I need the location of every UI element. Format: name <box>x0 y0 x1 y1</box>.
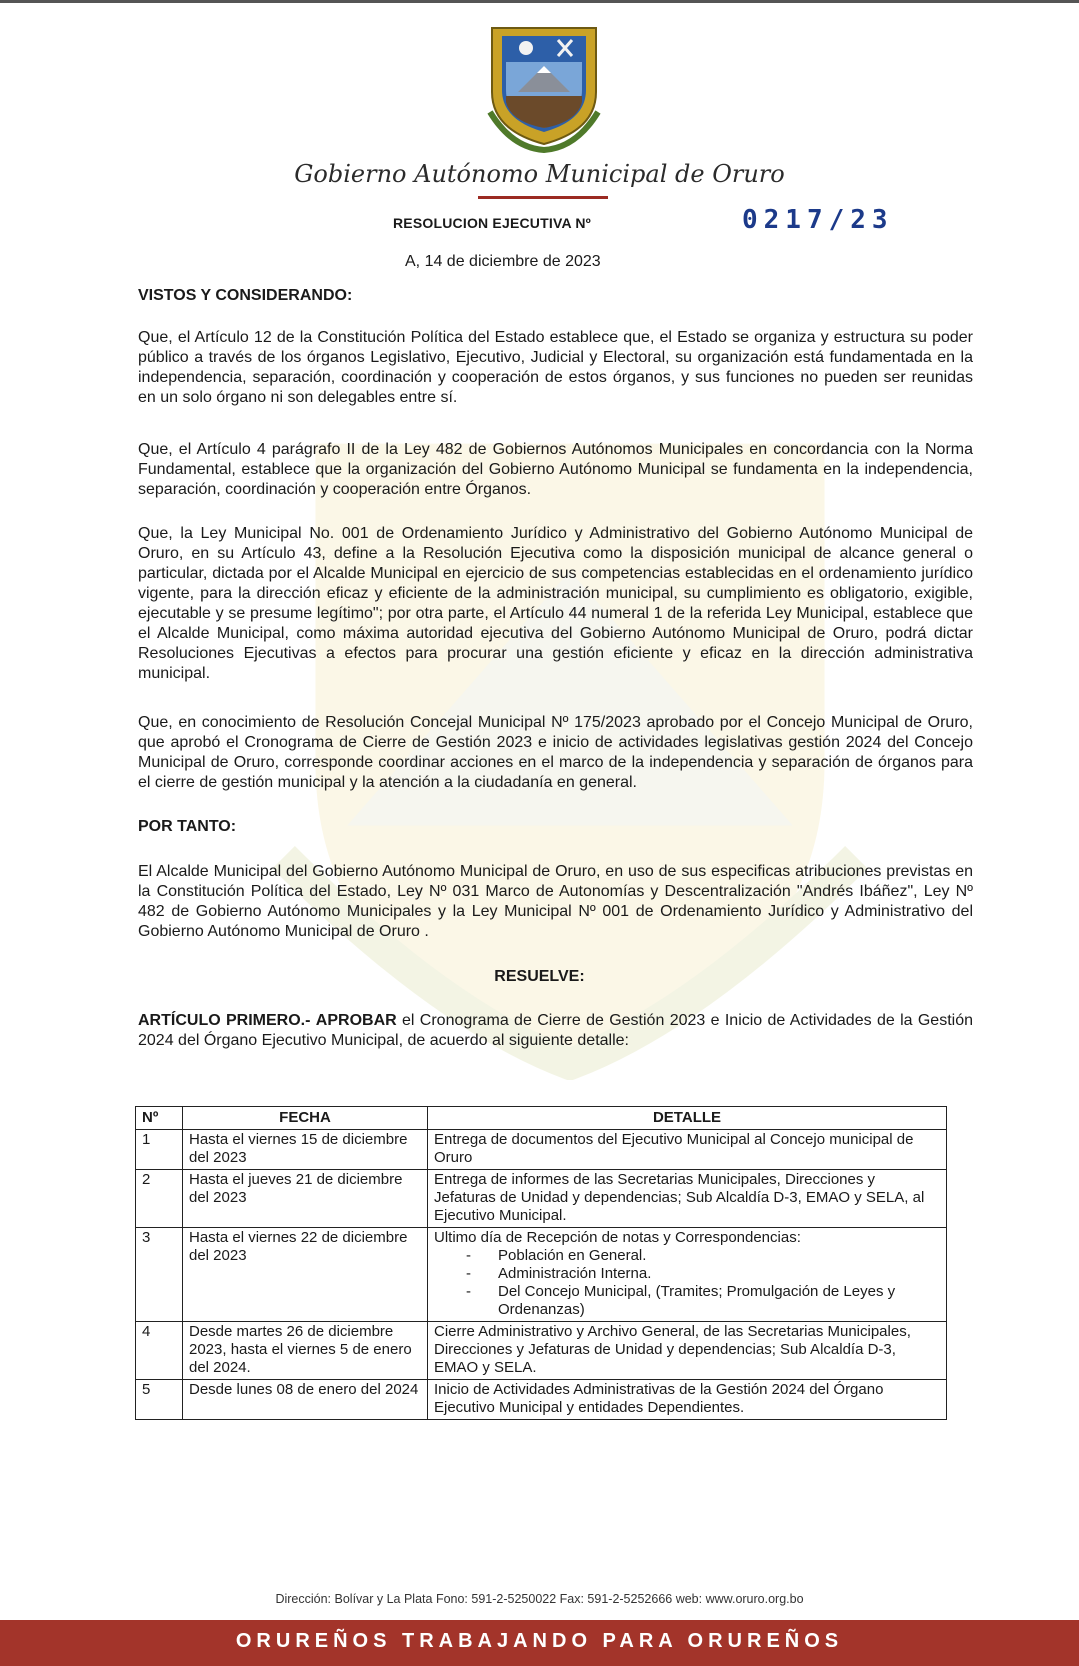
resuelve-heading: RESUELVE: <box>494 968 585 985</box>
table-row <box>136 1170 947 1228</box>
row-fecha: Hasta el jueves 21 de diciembre del 2023 <box>183 1170 428 1228</box>
article-one-label: ARTÍCULO PRIMERO.- <box>138 1012 311 1029</box>
header-fecha: FECHA <box>183 1107 428 1130</box>
article-one-text: el Cronograma de Cierre de Gestión 2023 e Inicio de Actividades de la Gestión 2024 del Órgano Ejecutivo Municipal, de acuerdo al siguiente detalle: <box>138 1012 973 1049</box>
footer-slogan: ORUREÑOS TRABAJANDO PARA ORUREÑOS <box>235 1630 844 1652</box>
resolution-number: 0217/23 <box>742 205 894 235</box>
row-detalle: Entrega de documentos del Ejecutivo Municipal al Concejo municipal de Oruro <box>428 1130 947 1170</box>
vistos-heading: VISTOS Y CONSIDERANDO: <box>138 287 353 304</box>
table-row <box>136 1130 947 1170</box>
considerando-3: Que, la Ley Municipal No. 001 de Ordenamiento Jurídico y Administrativo del Gobierno Autónomo Municipal de Oruro, en su Artículo 43, define a la Resolución Ejecutiva como la disposición municipal de alcance general o particular, dictada por el Alcalde Municipal en ejercicio de sus competencias establecidas en el ordenamiento jurídico vigente, para la dirección eficaz y eficiente de la administración municipal, su cumplimiento es obligatorio, exigible, ejecutable y se presume legítimo"; por otra parte, el Artículo 44 numeral 1 de la referida Ley Municipal, establece que el Alcalde Municipal, como máxima autoridad ejecutiva del Gobierno Autónomo Municipal de Oruro, podrá dictar Resoluciones Ejecutivas a efectos para procurar una gestión eficiente y eficaz en la dirección administrativa municipal. <box>138 525 973 682</box>
row-fecha: Hasta el viernes 22 de diciembre del 2023 <box>183 1228 428 1322</box>
header-detalle: DETALLE <box>428 1107 947 1130</box>
article-one <box>138 1011 973 1051</box>
row-number: 1 <box>136 1130 183 1170</box>
table-row <box>136 1228 947 1322</box>
footer-address: Dirección: Bolívar y La Plata Fono: 591-2-5250022 Fax: 591-2-5252666 web: www.oruro.org.bo <box>275 1592 804 1606</box>
resolution-label: RESOLUCION EJECUTIVA Nº <box>393 215 591 231</box>
page-top-edge <box>0 0 1079 3</box>
considerando-1: Que, el Artículo 12 de la Constitución Política del Estado establece que, el Estado se organiza y estructura su poder público a través de los órganos Legislativo, Ejecutivo, Judicial y Electoral, su organización está fundamentada en la independencia, separación, coordinación y cooperación de estos órganos, y sus funciones no pueden ser reunidas en un solo órgano ni son delegables entre sí. <box>138 329 973 406</box>
institution-name: Gobierno Autónomo Municipal de Oruro <box>294 160 785 188</box>
por-tanto-text: El Alcalde Municipal del Gobierno Autónomo Municipal de Oruro, en uso de sus especificas atribuciones previstas en la Constitución Política del Estado, Ley Nº 031 Marco de Autonomías y Descentralización "Andrés Ibáñez", Ley Nº 482 de Gobierno Autónomo Municipales y la Ley Municipal Nº 001 de Ordenamiento Jurídico y Administrativo del Gobierno Autónomo Municipal de Oruro . <box>138 863 973 940</box>
por-tanto-heading: POR TANTO: <box>138 818 237 835</box>
row-number: 2 <box>136 1170 183 1228</box>
row-detalle-cell <box>428 1228 947 1322</box>
row-number: 4 <box>136 1322 183 1380</box>
footer-band <box>0 1620 1079 1666</box>
resolution-date: A, 14 de diciembre de 2023 <box>405 253 601 270</box>
article-one-verb: APROBAR <box>315 1012 397 1029</box>
row-number: 3 <box>136 1228 183 1322</box>
table-header-row <box>136 1107 947 1130</box>
row-detalle: Cierre Administrativo y Archivo General, de las Secretarias Municipales, Direcciones y Jefaturas de Unidad y dependencias; Sub Alcaldía D-3, EMAO y SELA. <box>428 1322 947 1380</box>
row-detalle: Ultimo día de Recepción de notas y Correspondencias: <box>434 1229 801 1246</box>
list-item: - Administración Interna. <box>434 1265 940 1283</box>
row-fecha: Desde lunes 08 de enero del 2024 <box>183 1380 428 1420</box>
table-row <box>136 1380 947 1420</box>
row-number: 5 <box>136 1380 183 1420</box>
considerando-2: Que, el Artículo 4 parágrafo II de la Ley 482 de Gobiernos Autónomos Municipales en concordancia con la Norma Fundamental, establece que la organización del Gobierno Autónomo Municipal se fundamenta en la independencia, separación, coordinación y cooperación entre Órganos. <box>138 441 973 498</box>
reception-list <box>434 1247 940 1319</box>
schedule-table <box>135 1106 947 1420</box>
header-number: Nº <box>136 1107 183 1130</box>
considerando-4: Que, en conocimiento de Resolución Concejal Municipal Nº 175/2023 aprobado por el Concejo Municipal de Oruro, que aprobó el Cronograma de Cierre de Gestión 2023 e inicio de actividades legislativas gestión 2024 del Concejo Municipal de Oruro, corresponde coordinar acciones en el marco de la independencia y separación de órganos para el cierre de gestión municipal y la atención a la ciudadanía en general. <box>138 714 973 791</box>
title-underline <box>478 196 608 199</box>
row-fecha: Desde martes 26 de diciembre 2023, hasta el viernes 5 de enero del 2024. <box>183 1322 428 1380</box>
list-item: - Del Concejo Municipal, (Tramites; Promulgación de Leyes y Ordenanzas) <box>434 1283 940 1319</box>
row-detalle: Entrega de informes de las Secretarias Municipales, Direcciones y Jefaturas de Unidad y dependencias; Sub Alcaldía D-3, EMAO y SELA, al Ejecutivo Municipal. <box>428 1170 947 1228</box>
row-fecha: Hasta el viernes 15 de diciembre del 2023 <box>183 1130 428 1170</box>
list-item: - Población en General. <box>434 1247 940 1265</box>
row-detalle: Inicio de Actividades Administrativas de la Gestión 2024 del Órgano Ejecutivo Municipal y entidades Dependientes. <box>428 1380 947 1420</box>
municipal-crest-icon <box>482 22 606 154</box>
table-row <box>136 1322 947 1380</box>
